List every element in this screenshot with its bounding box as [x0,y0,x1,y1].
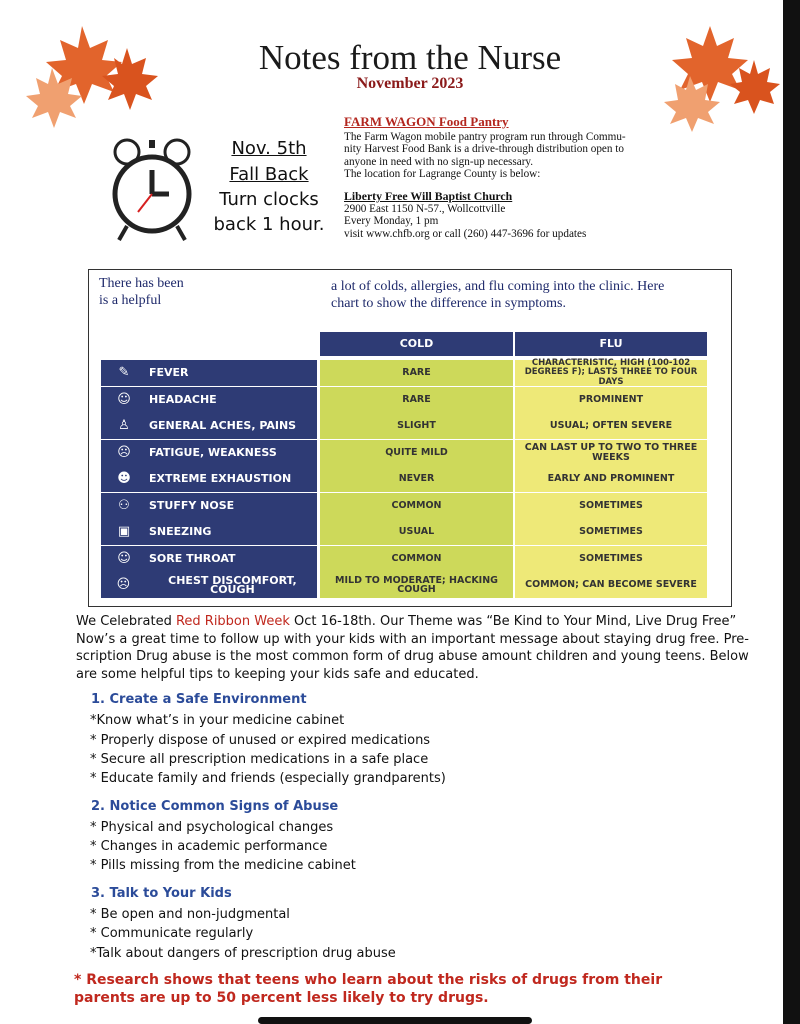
cold-cell: COMMON [320,493,513,519]
cold-cell: QUITE MILD [320,440,513,466]
flu-cell: SOMETIMES [515,546,707,572]
section-heading: 1. Create a Safe Environment [91,692,307,707]
intro-right [331,278,664,312]
flu-cell: CHARACTERISTIC, HIGH (100-102 DEGREES F); LASTS THREE TO FOUR DAYS [515,360,707,386]
table-row [101,572,707,598]
flu-cell: COMMON; CAN BECOME SEVERE [515,572,707,598]
research-note-line: parents are up to 50 percent less likely to try drugs. [74,990,489,1006]
symptom-cell [101,360,317,386]
intro-right-line: a lot of colds, allergies, and flu coming into the clinic. Here [331,279,665,294]
symptom-cell [101,466,317,492]
cold-cell: USUAL [320,519,513,545]
intro-left-line: is a helpful [99,293,162,308]
screen-edge [783,0,800,1024]
cold-cell: COMMON [320,546,513,572]
pantry-schedule: Every Monday, 1 pm [344,215,439,228]
pantry-title: FARM WAGON Food Pantry [344,114,509,129]
aches-icon: ♙ [118,418,130,433]
ribbon-text: are some helpful tips to keeping your kids safe and educated. [76,666,479,682]
research-note [74,971,754,1007]
tip-item: *Know what’s in your medicine cabinet [90,713,345,728]
symptom-cell [101,387,317,413]
symptom-label: CHEST DISCOMFORT, COUGH [168,573,297,596]
table-row [101,546,707,572]
thermometer-icon: ✎ [118,365,130,380]
cold-cell: SLIGHT [320,413,513,439]
pantry-contact: visit www.chfb.org or call (260) 447-3696 for updates [344,227,587,240]
page-title: Notes from the Nurse [258,38,562,77]
fatigue-icon: ☹ [117,444,131,460]
ribbon-text: Oct 16-18th. Our Theme was “Be Kind to Your Mind, Live Drug Free” [289,614,737,629]
chest-icon: ☹ [116,577,131,592]
pantry-church: Liberty Free Will Baptist Church [344,188,513,203]
symptom-cell [101,572,317,598]
red-ribbon-week: Red Ribbon Week [175,614,290,629]
table-row [101,413,707,439]
tip-item: * Physical and psychological changes [90,820,334,835]
section-heading: 3. Talk to Your Kids [91,886,232,901]
flu-cell: SOMETIMES [515,493,707,519]
symptom-cell [101,440,317,466]
ribbon-paragraph [76,613,776,683]
flu-cell: SOMETIMES [515,519,707,545]
headache-icon: ☺ [117,391,131,407]
table-row [101,519,707,545]
tip-item: *Talk about dangers of prescription drug abuse [90,946,396,961]
table-row [101,387,707,413]
flu-cell: CAN LAST UP TO TWO TO THREE WEEKS [515,440,707,466]
pantry-desc: nity Harvest Food Bank is a drive-through distribution open to [344,143,624,156]
symptom-label: SNEEZING [149,525,212,539]
symptom-label: GENERAL ACHES, PAINS [149,419,297,433]
tip-item: * Be open and non-judgmental [90,907,290,922]
intro-left [99,275,184,309]
ribbon-text: Now’s a great time to follow up with your kids with an important message about staying drug free. Pre- [76,631,749,647]
alarm-clock-icon [105,136,199,248]
symptom-cell [101,493,317,519]
symptom-label: SORE THROAT [149,551,236,565]
sneeze-icon: ▣ [117,524,131,539]
throat-icon: ☺ [117,550,131,566]
fall-back-line2: back 1 hour. [213,214,325,235]
symptom-label: FEVER [149,366,189,380]
flu-cell: PROMINENT [515,387,707,413]
symptom-cell [101,413,317,439]
tip-item: * Pills missing from the medicine cabinet [90,858,356,873]
symptom-label: EXTREME EXHAUSTION [149,472,292,486]
tip-item: * Properly dispose of unused or expired medications [90,733,431,748]
tip-item: * Communicate regularly [90,926,254,941]
research-note-line: * Research shows that teens who learn about the risks of drugs from their [74,972,663,988]
symptom-cell [101,546,317,572]
col-header-cold: COLD [320,332,513,356]
intro-right-line: chart to show the difference in symptoms. [331,296,566,311]
home-indicator[interactable] [258,1017,532,1024]
pantry-desc: The Farm Wagon mobile pantry program run through Commu- [344,130,626,143]
exhaustion-icon: ☻ [117,471,131,486]
col-header-flu: FLU [515,332,707,356]
flu-cell: EARLY AND PROMINENT [515,466,707,492]
tip-item: * Educate family and friends (especially grandparents) [90,771,446,786]
cold-cell: MILD TO MODERATE; HACKING COUGH [320,572,513,598]
ribbon-text: We Celebrated [76,614,176,629]
cold-cell: NEVER [320,466,513,492]
flu-cell: USUAL; OFTEN SEVERE [515,413,707,439]
symptom-label: FATIGUE, WEAKNESS [149,445,277,459]
cold-cell: RARE [320,360,513,386]
pantry-section [344,116,689,240]
table-row [101,466,707,492]
cold-cell: RARE [320,387,513,413]
nose-icon: ⚇ [118,497,130,513]
pantry-desc: The location for Lagrange County is below: [344,168,541,181]
fall-back-date: Nov. 5th [231,138,307,159]
ribbon-text: scription Drug abuse is the most common form of drug abuse amount children and young teens. Below [76,649,749,665]
fall-back-line1: Turn clocks [219,189,319,210]
tip-item: * Changes in academic performance [90,839,328,854]
table-row [101,440,707,466]
pantry-desc: anyone in need with no sign-up necessary. [344,155,534,168]
symptom-label: HEADACHE [149,392,217,406]
intro-left-line: There has been [99,276,184,291]
section-heading: 2. Notice Common Signs of Abuse [91,799,339,814]
pantry-address: 2900 East 1150 N-57., Wollcottville [344,202,506,215]
table-row [101,493,707,519]
table-row [101,357,707,387]
tip-item: * Secure all prescription medications in a safe place [90,752,429,767]
page-month: November 2023 [356,75,464,92]
maple-leaves-left-icon [22,18,172,138]
fall-back-label: Fall Back [229,164,309,185]
symptom-label: STUFFY NOSE [149,498,235,512]
symptom-cell [101,519,317,545]
